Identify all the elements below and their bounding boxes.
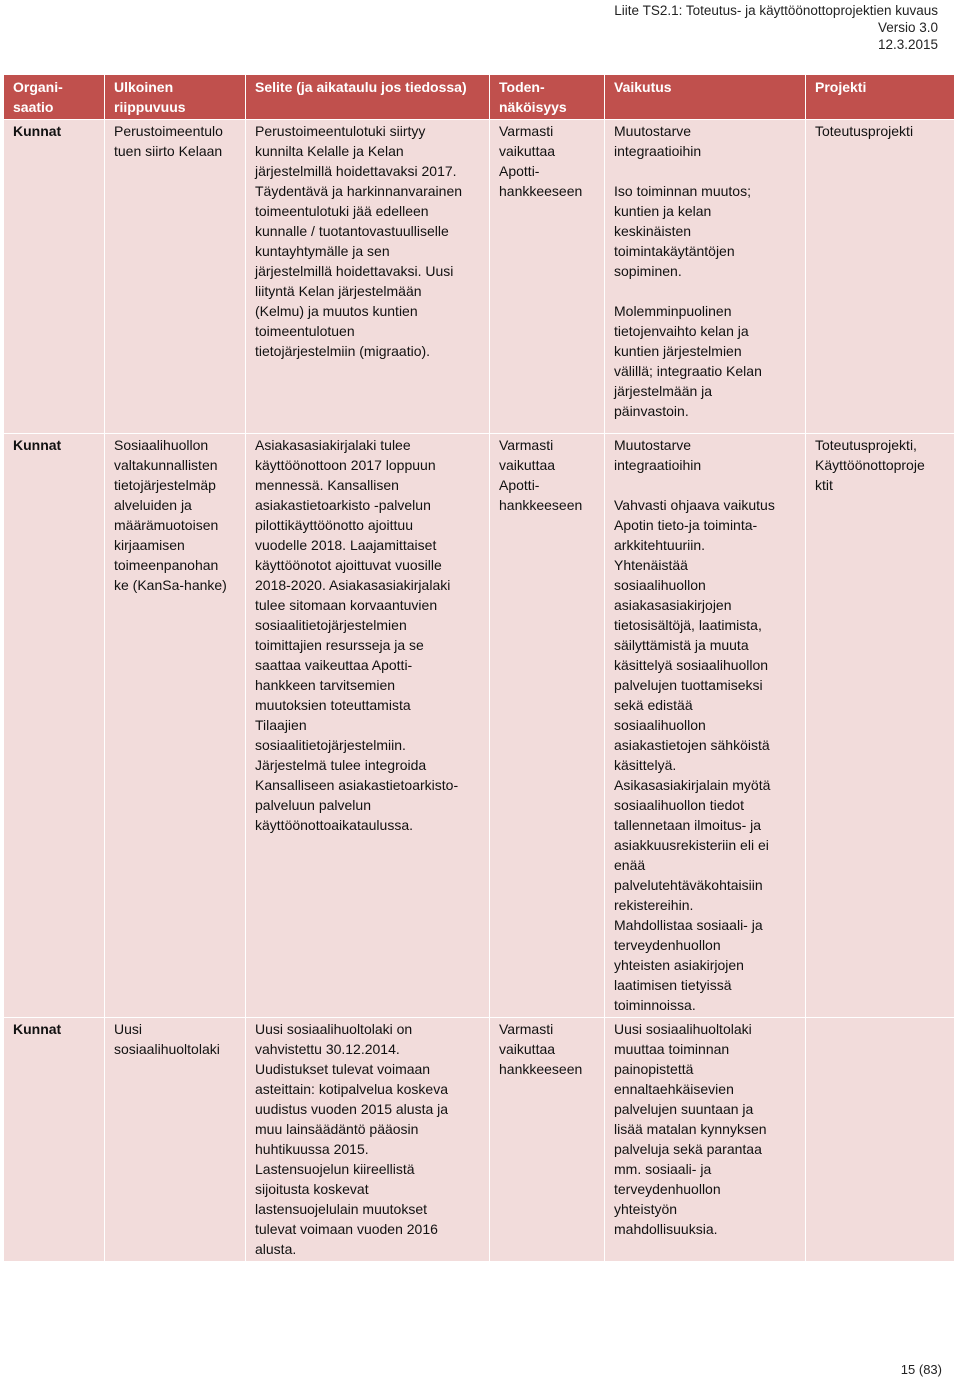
cell-description: Asiakasasiakirjalaki tulee käyttöönottoon 2017 loppuun mennessä. Kansallisen asiakastietoarkisto -palvelun pilottikäyttöönotto ajoittuu vuodelle 2018. Laajamittaiset käyttöönotot ajoittuvat vuosille 2018-2020. Asiakasasiakirjalaki tulee sitomaan korvaantuvien sosiaalitietojärjestelmien toimittajien resursseja ja se saattaa vaikeuttaa Apotti- hankkeen tarvitsemien muutoksien toteuttamista Tilaajien sosiaalitietojärjestelmiin. Järjestelmä tulee integroida Kansalliseen asiakastietoarkisto- palveluun palvelun käyttöönottoaikataulussa. (246, 434, 490, 1018)
cell-dependency: Perustoimeentulo tuen siirto Kelaan (105, 120, 246, 434)
header-version: Versio 3.0 (877, 20, 938, 35)
col-header-probability: Toden- näköisyys (490, 75, 605, 120)
cell-description: Uusi sosiaalihuoltolaki on vahvistettu 30.12.2014. Uudistukset tulevat voimaan asteittain: kotipalvelua koskeva uudistus vuoden 2015 alusta ja muu lainsäädäntö pääosin huhtikuussa 2015. Lastensuojelun kiireellistä sijoitusta koskevat lastensuojelulain muutokset tulevat voimaan vuoden 2016 alusta. (246, 1018, 490, 1262)
col-header-dependency: Ulkoinen riippuvuus (105, 75, 246, 120)
dependency-table (3, 74, 955, 1262)
cell-project: Toteutusprojekti (806, 120, 955, 434)
cell-description: Perustoimeentulotuki siirtyy kunnilta Kelalle ja Kelan järjestelmillä hoidettavaksi 2017. Täydentävä ja harkinnanvarainen toimeentulotuki jää edelleen kunnalle / tuotantovastuulliselle kuntayhtymälle ja sen järjestelmillä hoidettavaksi. Uusi liityntä Kelan järjestelmään (Kelmu) ja muutos kuntien toimeentulotuen tietojärjestelmiin (migraatio). (246, 120, 490, 434)
cell-impact: Muutostarve integraatioihin Vahvasti ohjaava vaikutus Apotin tieto-ja toiminta- arkkitehtuuriin. Yhtenäistää sosiaalihuollon asiakasasiakirjojen tietosisältöjä, laatimista, säilyttämistä ja muuta käsittelyä sosiaalihuollon palvelujen tuottamiseksi sekä edistää sosiaalihuollon asiakastietojen sähköistä käsittelyä. Asikasasiakirjalain myötä sosiaalihuollon tiedot tallennetaan ilmoitus- ja asiakkuusrekisteriin eli ei enää palvelutehtäväkohtaisiin rekistereihin. Mahdollistaa sosiaali- ja terveydenhuollon yhteisten asiakirjojen laatimisen tietyissä toiminnoissa. (605, 434, 806, 1018)
cell-organisation: Kunnat (4, 120, 105, 434)
cell-organisation: Kunnat (4, 434, 105, 1018)
document-header (614, 2, 938, 53)
table-header-row (4, 75, 955, 120)
header-title: Liite TS2.1: Toteutus- ja käyttöönottoprojektien kuvaus (614, 3, 938, 18)
table-row (4, 434, 955, 1018)
cell-probability: Varmasti vaikuttaa hankkeeseen (490, 1018, 605, 1262)
cell-impact: Muutostarve integraatioihin Iso toiminnan muutos; kuntien ja kelan keskinäisten toimintakäytäntöjen sopiminen. Molemminpuolinen tietojenvaihto kelan ja kuntien järjestelmien välillä; integraatio Kelan järjestelmään ja päinvastoin. (605, 120, 806, 434)
col-header-description: Selite (ja aikataulu jos tiedossa) (246, 75, 490, 120)
col-header-impact: Vaikutus (605, 75, 806, 120)
cell-impact: Uusi sosiaalihuoltolaki muuttaa toiminnan painopistettä ennaltaehkäisevien palvelujen suuntaan ja lisää matalan kynnyksen palveluja sekä parantaa mm. sosiaali- ja terveydenhuollon yhteistyön mahdollisuuksia. (605, 1018, 806, 1262)
cell-dependency: Sosiaalihuollon valtakunnallisten tietojärjestelmäp alveluiden ja määrämuotoisen kirjaamisen toimeenpanohan ke (KanSa-hanke) (105, 434, 246, 1018)
cell-organisation: Kunnat (4, 1018, 105, 1262)
header-date: 12.3.2015 (877, 37, 938, 52)
cell-project (806, 1018, 955, 1262)
table-row (4, 1018, 955, 1262)
cell-project: Toteutusprojekti, Käyttöönottoproje ktit (806, 434, 955, 1018)
col-header-organisation: Organi- saatio (4, 75, 105, 120)
cell-probability: Varmasti vaikuttaa Apotti- hankkeeseen (490, 120, 605, 434)
table-row (4, 120, 955, 434)
cell-dependency: Uusi sosiaalihuoltolaki (105, 1018, 246, 1262)
page-number: 15 (83) (900, 1362, 942, 1377)
cell-probability: Varmasti vaikuttaa Apotti- hankkeeseen (490, 434, 605, 1018)
col-header-project: Projekti (806, 75, 955, 120)
